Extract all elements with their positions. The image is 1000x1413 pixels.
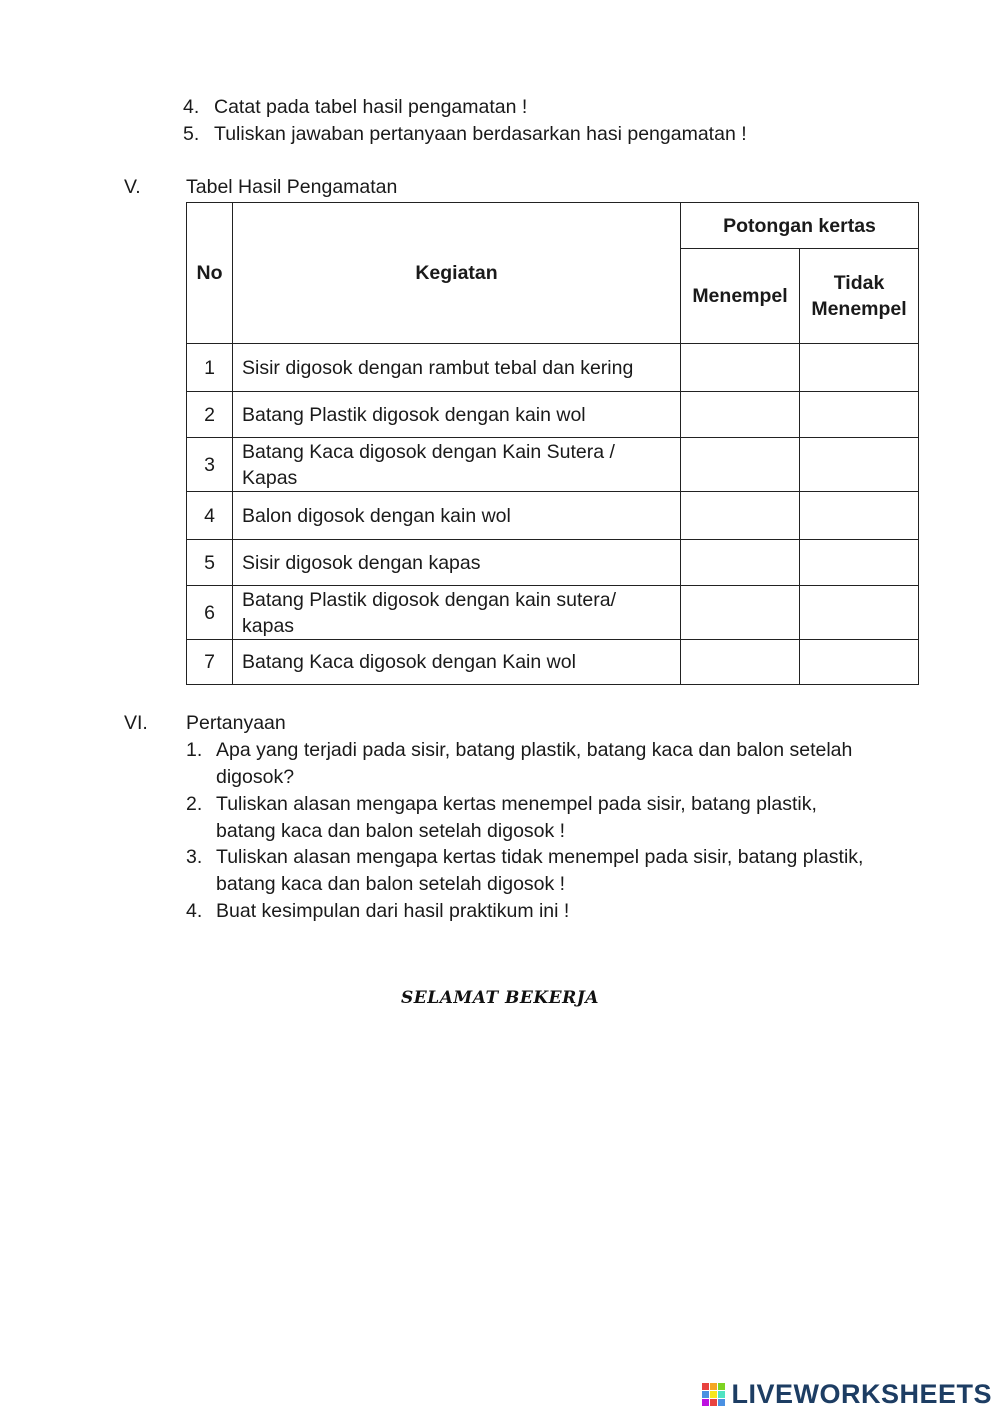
row-number: 1 <box>187 344 233 392</box>
stick-cell[interactable] <box>681 492 800 540</box>
row-number: 3 <box>187 438 233 492</box>
section-vi-numeral: VI. <box>124 712 148 734</box>
stick-cell[interactable] <box>681 438 800 492</box>
header-paper-pieces: Potongan kertas <box>681 203 919 249</box>
row-number: 2 <box>187 392 233 438</box>
not-stick-cell[interactable] <box>800 540 919 586</box>
logo-square <box>718 1399 725 1406</box>
table-row <box>187 540 919 586</box>
row-activity: Sisir digosok dengan rambut tebal dan kering <box>233 344 681 392</box>
not-stick-cell[interactable] <box>800 586 919 640</box>
header-not-stick-line2: Menempel <box>811 298 907 320</box>
liveworksheets-logo <box>702 1378 992 1410</box>
liveworksheets-wordmark: LIVEWORKSHEETS <box>731 1378 992 1409</box>
table-row <box>187 492 919 540</box>
row-activity: Sisir digosok dengan kapas <box>233 540 681 586</box>
step-text: Catat pada tabel hasil pengamatan ! <box>214 96 528 118</box>
step-number: 5. <box>183 123 200 145</box>
step-4 <box>183 94 528 121</box>
logo-square <box>718 1383 725 1390</box>
table-row <box>187 438 919 492</box>
stick-cell[interactable] <box>681 640 800 685</box>
stick-cell[interactable] <box>681 392 800 438</box>
row-activity <box>233 586 681 640</box>
question-number: 3. <box>186 846 203 868</box>
question-4 <box>186 898 570 925</box>
not-stick-cell[interactable] <box>800 492 919 540</box>
logo-square <box>718 1391 725 1398</box>
table-row <box>187 640 919 685</box>
not-stick-cell[interactable] <box>800 640 919 685</box>
row-activity: Balon digosok dengan kain wol <box>233 492 681 540</box>
observation-table <box>186 202 919 685</box>
liveworksheets-grid-icon <box>702 1383 725 1406</box>
question-3 <box>186 844 864 895</box>
row-activity-line1: Batang Kaca digosok dengan Kain Sutera / <box>242 440 615 463</box>
table-row <box>187 392 919 438</box>
question-text-line2: digosok? <box>216 766 295 788</box>
stick-cell[interactable] <box>681 344 800 392</box>
row-activity: Batang Plastik digosok dengan kain wol <box>233 392 681 438</box>
stick-cell[interactable] <box>681 586 800 640</box>
row-number: 7 <box>187 640 233 685</box>
question-text-line2: batang kaca dan balon setelah digosok ! <box>216 820 566 842</box>
stick-cell[interactable] <box>681 540 800 586</box>
section-v-numeral: V. <box>124 176 141 198</box>
question-1 <box>186 737 853 788</box>
header-no: No <box>187 203 233 344</box>
header-not-stick-line1: Tidak <box>833 272 885 294</box>
question-number: 2. <box>186 793 203 815</box>
row-activity-line2: kapas <box>242 614 295 637</box>
not-stick-cell[interactable] <box>800 392 919 438</box>
row-activity-line1: Batang Plastik digosok dengan kain sutera/ <box>242 588 616 611</box>
table-row <box>187 344 919 392</box>
step-text: Tuliskan jawaban pertanyaan berdasarkan hasi pengamatan ! <box>214 123 747 145</box>
question-text-line1: Tuliskan alasan mengapa kertas menempel pada sisir, batang plastik, <box>216 793 817 815</box>
question-text-line1: Apa yang terjadi pada sisir, batang plastik, batang kaca dan balon setelah <box>216 739 853 761</box>
closing-text: SELAMAT BEKERJA <box>401 988 599 1008</box>
row-number: 5 <box>187 540 233 586</box>
question-2 <box>186 791 817 842</box>
table-row <box>187 586 919 640</box>
header-stick: Menempel <box>681 249 800 344</box>
step-number: 4. <box>183 96 200 118</box>
section-vi-title: Pertanyaan <box>186 712 286 734</box>
row-activity-line2: Kapas <box>242 466 298 489</box>
logo-square <box>710 1383 717 1390</box>
row-number: 6 <box>187 586 233 640</box>
row-activity <box>233 438 681 492</box>
table-header-row <box>187 203 919 249</box>
logo-square <box>702 1391 709 1398</box>
question-text-line1: Buat kesimpulan dari hasil praktikum ini ! <box>216 900 570 922</box>
logo-square <box>710 1391 717 1398</box>
logo-square <box>702 1383 709 1390</box>
question-text-line2: batang kaca dan balon setelah digosok ! <box>216 873 566 895</box>
header-not-stick <box>800 249 919 344</box>
logo-square <box>702 1399 709 1406</box>
logo-square <box>710 1399 717 1406</box>
section-v-title: Tabel Hasil Pengamatan <box>186 176 398 198</box>
step-5 <box>183 121 747 148</box>
header-activity: Kegiatan <box>233 203 681 344</box>
question-text-line1: Tuliskan alasan mengapa kertas tidak menempel pada sisir, batang plastik, <box>216 846 864 868</box>
not-stick-cell[interactable] <box>800 344 919 392</box>
row-number: 4 <box>187 492 233 540</box>
not-stick-cell[interactable] <box>800 438 919 492</box>
question-number: 4. <box>186 900 203 922</box>
row-activity: Batang Kaca digosok dengan Kain wol <box>233 640 681 685</box>
question-number: 1. <box>186 739 203 761</box>
